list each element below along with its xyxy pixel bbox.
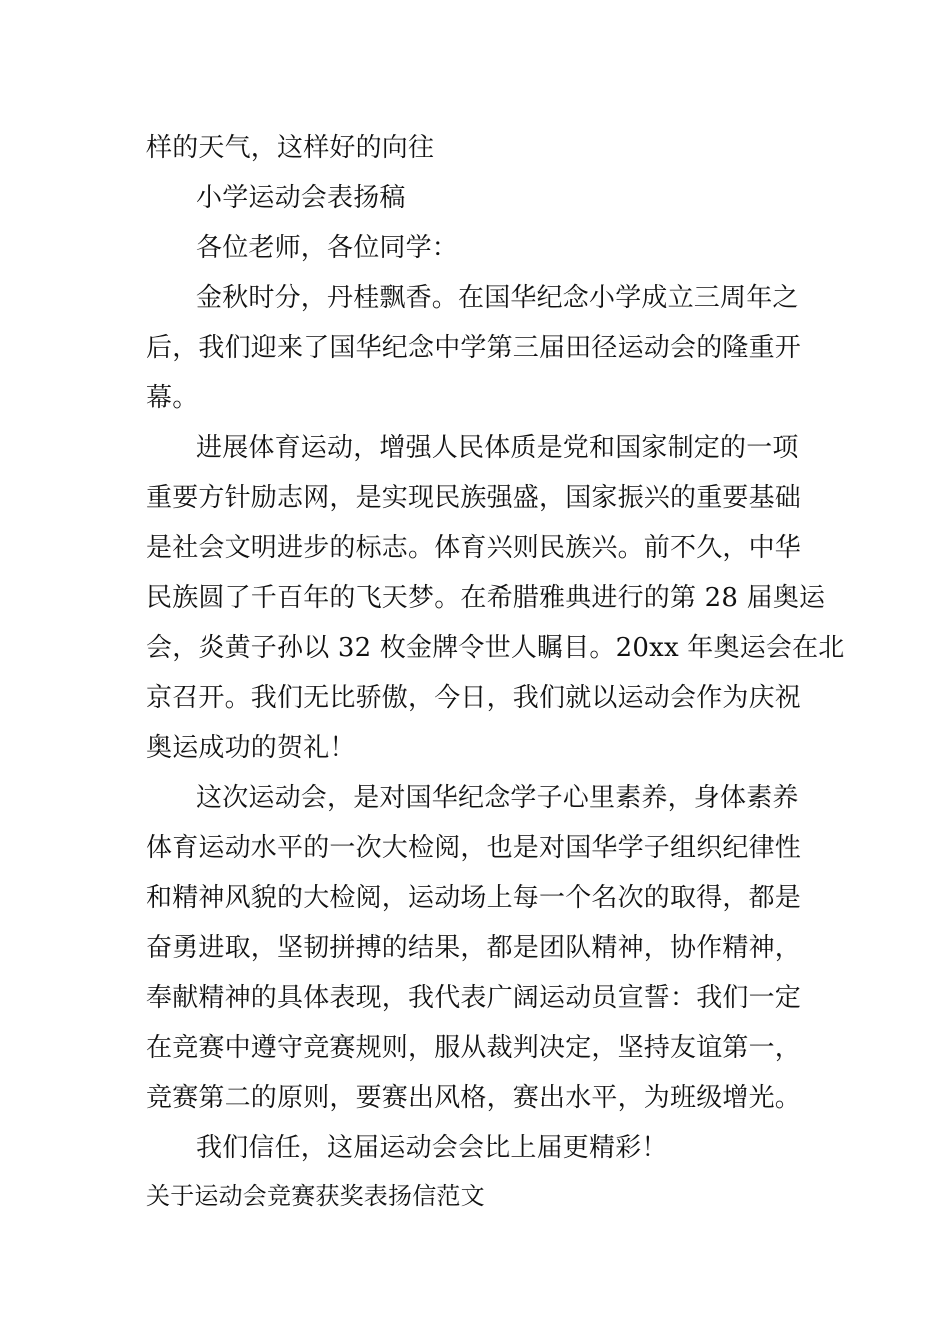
paragraph-3-line-1: 这次运动会，是对国华纪念学子心里素养，身体素养: [196, 783, 799, 813]
paragraph-3-line-7: 竞赛第二的原则，要赛出风格，赛出水平，为班级增光。: [146, 1083, 802, 1113]
paragraph-2-line-2: 重要方针励志网，是实现民族强盛，国家振兴的重要基础: [146, 483, 802, 513]
paragraph-2-line-1: 进展体育运动，增强人民体质是党和国家制定的一项: [196, 433, 799, 463]
paragraph-2-line-4: 民族圆了千百年的飞天梦。在希腊雅典进行的第 28 届奥运: [146, 583, 826, 613]
paragraph-3-line-6: 在竞赛中遵守竞赛规则，服从裁判决定，坚持友谊第一，: [146, 1033, 802, 1063]
paragraph-1-line-1: 金秋时分，丹桂飘香。在国华纪念小学成立三周年之: [196, 283, 799, 313]
paragraph-3-line-2: 体育运动水平的一次大检阅，也是对国华学子组织纪律性: [146, 833, 802, 863]
speech-title: 小学运动会表扬稿: [196, 183, 406, 213]
salutation: 各位老师，各位同学：: [196, 233, 459, 263]
paragraph-3-line-4: 奋勇进取，坚韧拼搏的结果，都是团队精神，协作精神，: [146, 933, 802, 963]
paragraph-2-line-6: 京召开。我们无比骄傲，今日，我们就以运动会作为庆祝: [146, 683, 802, 713]
paragraph-3-line-3: 和精神风貌的大检阅，运动场上每一个名次的取得，都是: [146, 883, 802, 913]
paragraph-1-line-3: 幕。: [146, 383, 199, 413]
paragraph-2-line-3: 是社会文明进步的标志。体育兴则民族兴。前不久，中华: [146, 533, 802, 563]
next-article-title: 关于运动会竞赛获奖表扬信范文: [146, 1182, 485, 1210]
paragraph-3-line-5: 奉献精神的具体表现，我代表广阔运动员宣誓：我们一定: [146, 983, 802, 1013]
paragraph-1-line-2: 后，我们迎来了国华纪念中学第三届田径运动会的隆重开: [146, 333, 802, 363]
paragraph-2-line-7: 奥运成功的贺礼！: [146, 733, 356, 763]
paragraph-2-line-5: 会，炎黄子孙以 32 枚金牌令世人瞩目。20xx 年奥运会在北: [146, 633, 845, 663]
text-line-continuation: 样的天气，这样好的向往: [146, 133, 435, 163]
closing-line: 我们信任，这届运动会会比上届更精彩！: [196, 1133, 668, 1163]
